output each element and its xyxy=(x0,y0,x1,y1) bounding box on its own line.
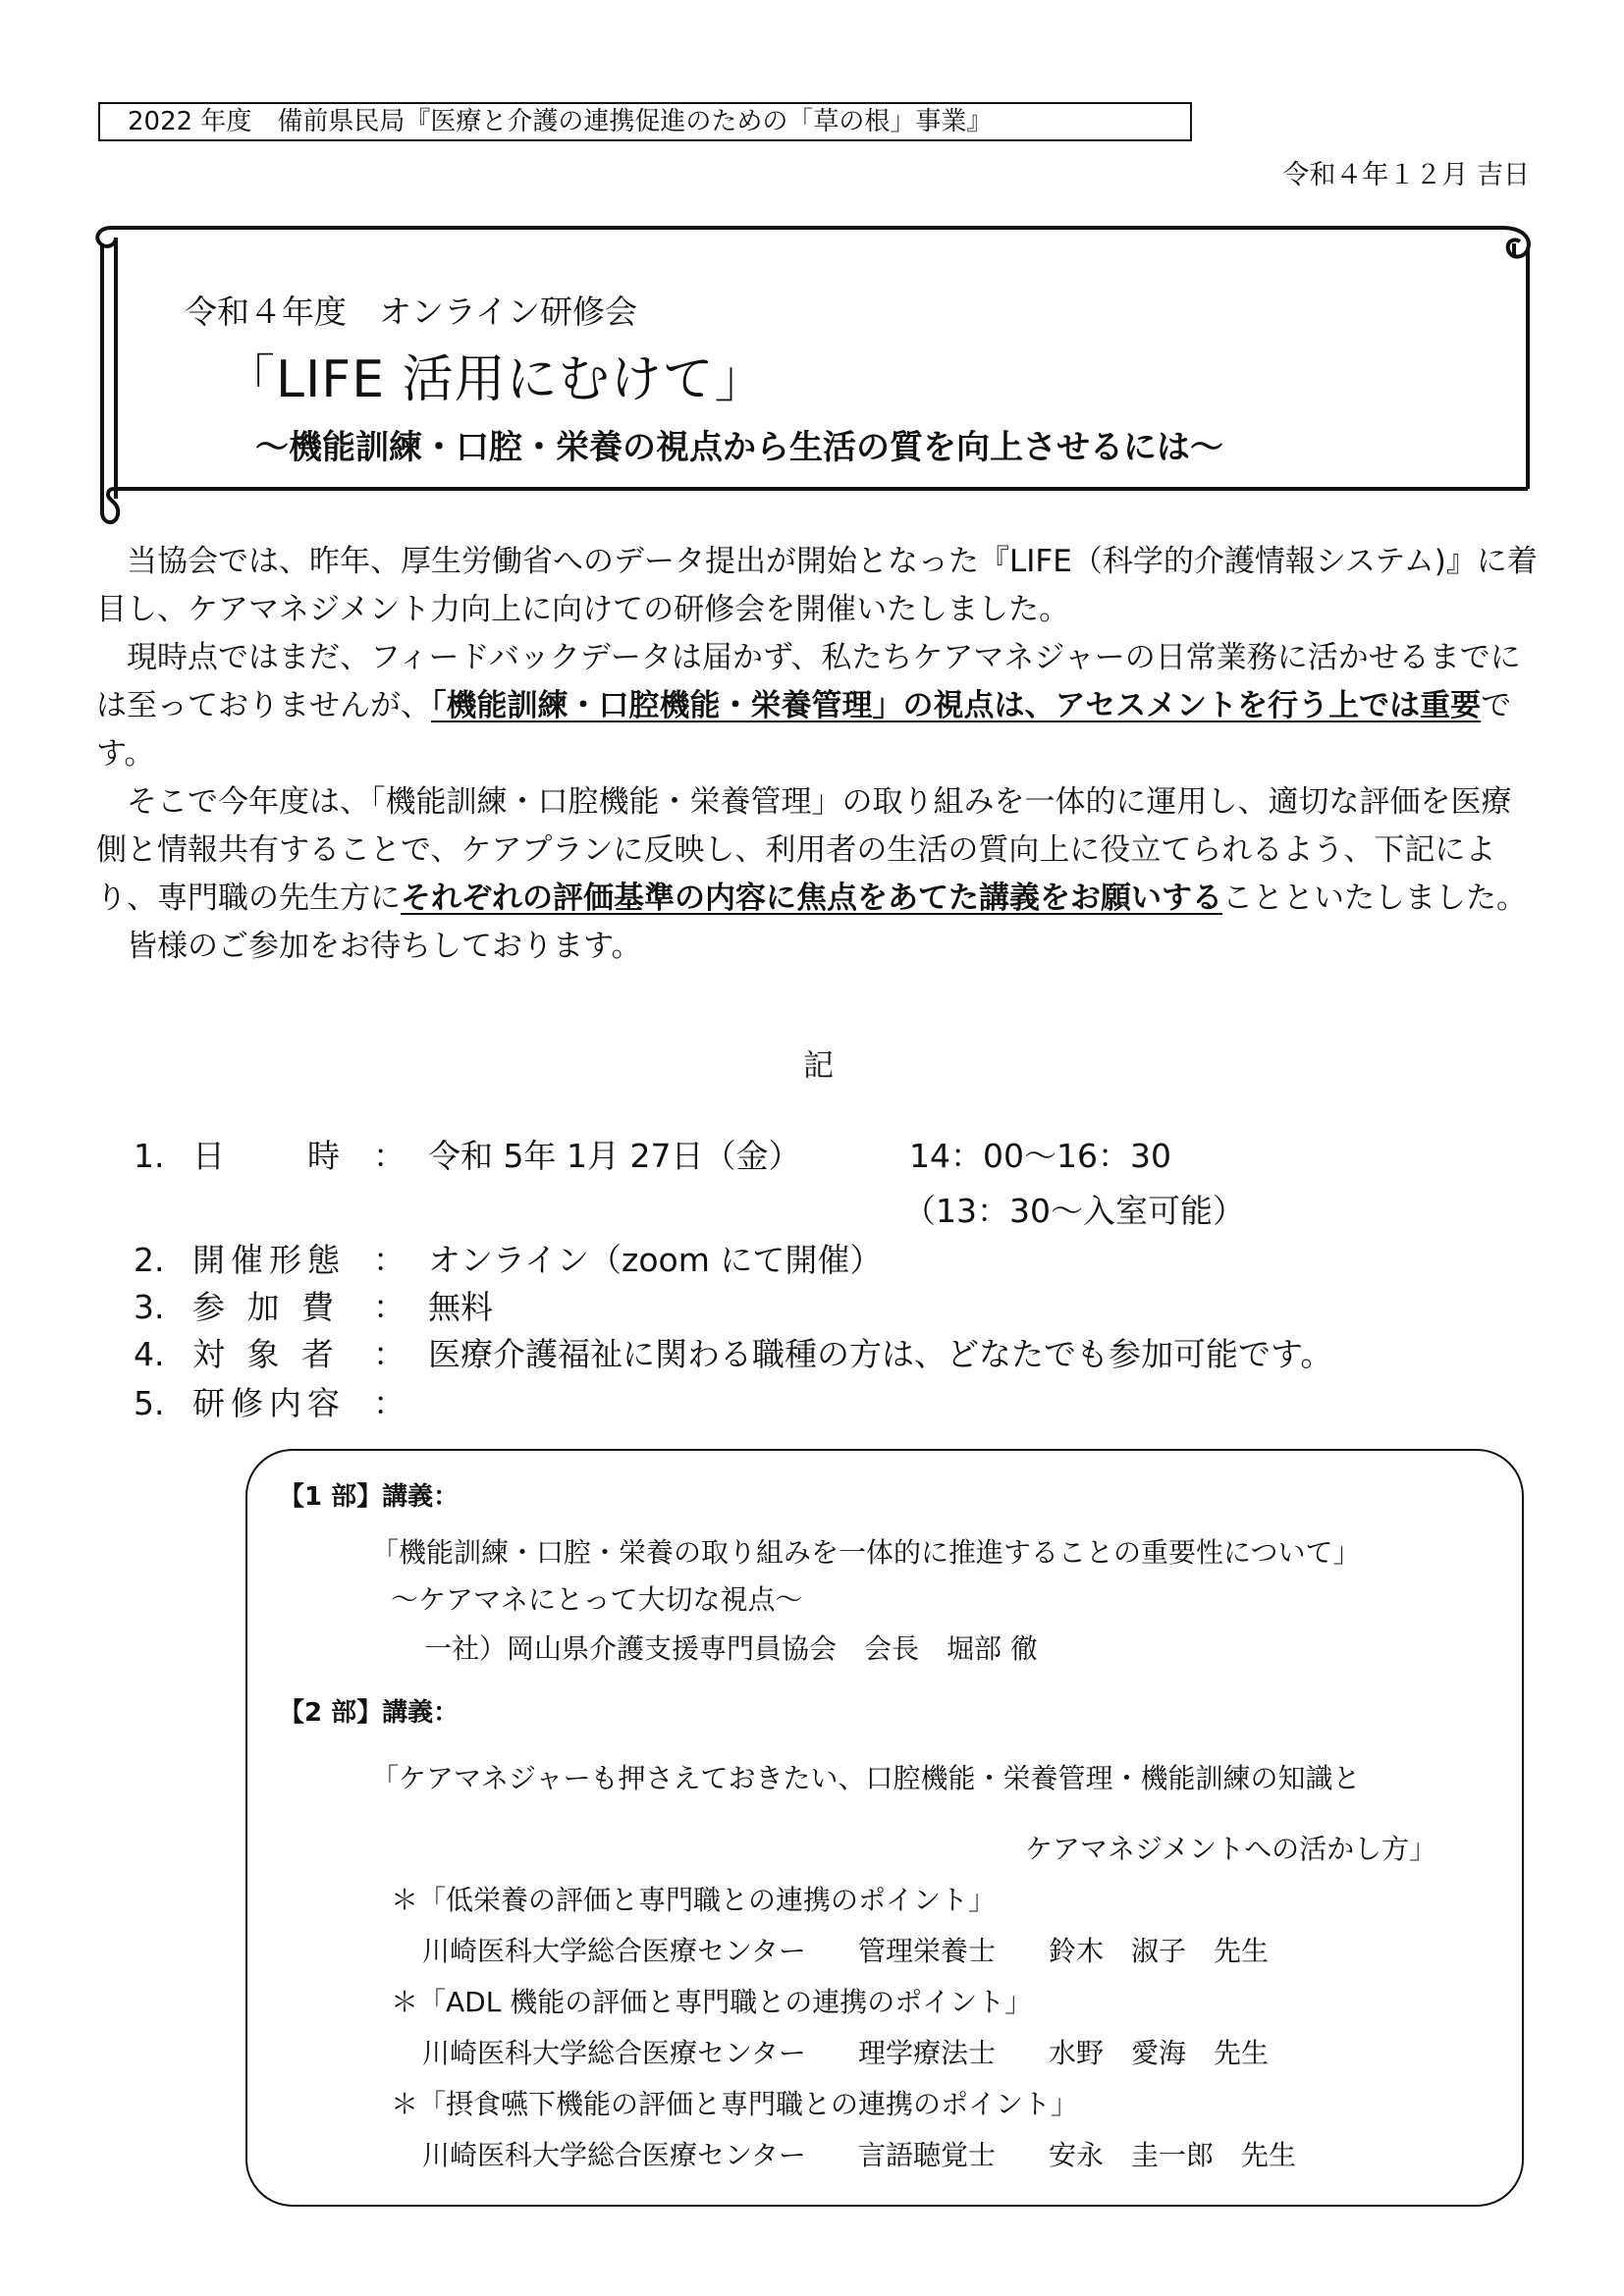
detail-colon: ： xyxy=(373,1384,406,1422)
detail-value: 無料 xyxy=(428,1288,493,1326)
detail-label: 対 象 者 xyxy=(192,1335,340,1373)
header-box-text: 2022 年度 備前県民局『医療と介護の連携促進のための「草の根」事業』 xyxy=(128,107,993,136)
paragraph-3 xyxy=(96,778,1538,923)
part1-subtitle: ～ケアマネにとって大切な視点～ xyxy=(391,1583,803,1616)
detail-time: 14：00～16：30 xyxy=(909,1137,1171,1175)
intro-body xyxy=(96,538,1538,971)
header-box xyxy=(98,102,1192,141)
lecture-item-org: 川崎医科大学総合医療センター xyxy=(422,2037,806,2069)
detail-value: 令和 5年 1月 27日（金） xyxy=(428,1137,801,1175)
part1-speaker: 一社）岡山県介護支援専門員協会 会長 堀部 徹 xyxy=(424,1632,1038,1665)
banner-title: 「LIFE 活用にむけて」 xyxy=(224,350,767,409)
detail-number: 1. xyxy=(134,1137,165,1175)
lecture-item-title: ＊「低栄養の評価と専門職との連携のポイント」 xyxy=(391,1884,997,1916)
paragraph-2-emphasis: 「機能訓練・口腔機能・栄養管理」の視点は、アセスメントを行う上では重要 xyxy=(431,688,1482,723)
detail-colon: ： xyxy=(373,1335,406,1373)
issue-date: 令和４年１２月 吉日 xyxy=(1282,160,1530,190)
detail-label: 日 時 xyxy=(192,1137,346,1175)
detail-colon: ： xyxy=(373,1241,406,1279)
lecture-item-title: ＊「摂食嚥下機能の評価と専門職との連携のポイント」 xyxy=(391,2088,1079,2120)
paragraph-2-text-b: です。 xyxy=(96,688,1512,772)
part2-heading: 【2 部】講義： xyxy=(279,1698,460,1728)
lecture-item-speaker: 鈴木 淑子 先生 xyxy=(1049,1935,1270,1967)
lecture-item-role: 理学療法士 xyxy=(858,2037,997,2069)
detail-colon: ： xyxy=(373,1137,406,1175)
lecture-item-speaker: 安永 圭一郎 先生 xyxy=(1049,2139,1297,2171)
detail-number: 3. xyxy=(134,1288,165,1326)
paragraph-2 xyxy=(96,634,1538,778)
lecture-item-role: 管理栄養士 xyxy=(858,1935,997,1967)
paragraph-1: 当協会では、昨年、厚生労働省へのデータ提出が開始となった『LIFE（科学的介護情報システム)』に着目し、ケアマネジメント力向上に向けての研修会を開催いたしました。 xyxy=(96,544,1538,627)
paragraph-2-text-a: 現時点ではまだ、フィードバックデータは届かず、私たちケアマネジャーの日常業務に活かせるまでには至っておりませんが、 xyxy=(96,640,1521,723)
detail-number: 2. xyxy=(134,1241,165,1279)
detail-number: 5. xyxy=(134,1384,165,1422)
lecture-item-role: 言語聴覚士 xyxy=(858,2139,997,2171)
ki-heading: 記 xyxy=(803,1048,834,1084)
part2-title-line1: 「ケアマネジャーも押さえておきたい、口腔機能・栄養管理・機能訓練の知識と xyxy=(371,1762,1361,1794)
paragraph-3-text-b: ことといたしました。 xyxy=(1222,881,1527,916)
detail-label: 参 加 費 xyxy=(192,1288,340,1326)
entry-time-note: （13：30～入室可能） xyxy=(903,1192,1245,1230)
lecture-item-title: ＊「ADL 機能の評価と専門職との連携のポイント」 xyxy=(391,1986,1033,2018)
lecture-item-org: 川崎医科大学総合医療センター xyxy=(422,1935,806,1967)
program-box xyxy=(245,1449,1524,2207)
detail-label: 開催形態 xyxy=(192,1241,346,1279)
detail-colon: ： xyxy=(373,1288,406,1326)
paragraph-3-text-a: そこで今年度は、「機能訓練・口腔機能・栄養管理」の取り組みを一体的に運用し、適切な評価を医療側と情報共有することで、ケアプランに反映し、利用者の生活の質向上に役立てられるよう、下記により、専門職の先生方に xyxy=(96,784,1512,916)
paragraph-3-emphasis: それぞれの評価基準の内容に焦点をあてた講義をお願いする xyxy=(401,881,1222,916)
banner-subtitle-line: 令和４年度 オンライン研修会 xyxy=(185,293,638,331)
lecture-item-org: 川崎医科大学総合医療センター xyxy=(422,2139,806,2171)
detail-number: 4. xyxy=(134,1335,165,1373)
part2-title-line2: ケアマネジメントへの活かし方」 xyxy=(1025,1833,1437,1865)
detail-value: 医療介護福祉に関わる職種の方は、どなたでも参加可能です。 xyxy=(428,1335,1333,1373)
detail-label: 研修内容 xyxy=(192,1384,346,1422)
detail-value: オンライン（zoom にて開催） xyxy=(428,1241,883,1279)
banner-theme: ～機能訓練・口腔・栄養の視点から生活の質を向上させるには～ xyxy=(255,428,1223,467)
part1-heading: 【1 部】講義： xyxy=(279,1482,460,1512)
paragraph-4: 皆様のご参加をお待ちしております。 xyxy=(127,929,642,964)
lecture-item-speaker: 水野 愛海 先生 xyxy=(1049,2037,1270,2069)
part1-title: 「機能訓練・口腔・栄養の取り組みを一体的に推進することの重要性について」 xyxy=(371,1536,1361,1569)
